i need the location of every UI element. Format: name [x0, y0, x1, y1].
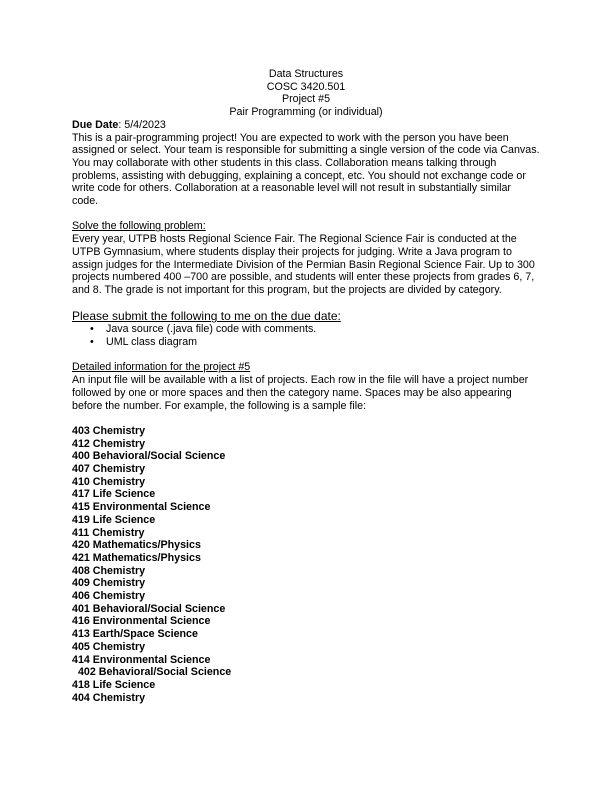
document-header [72, 68, 540, 119]
submit-heading: Please submit the following to me on the due date: [72, 309, 341, 324]
list-item-text: UML class diagram [106, 336, 198, 349]
due-date [72, 119, 540, 132]
details-paragraph: An input file will be available with a list of projects. Each row in the file will have a project number followed by one or more spaces and then the category name. Spaces may be also appearing before the number. For example, the following is a sample file: [72, 374, 529, 412]
document-page [72, 68, 540, 704]
sample-line: 400 Behavioral/Social Science [72, 450, 226, 463]
intro-paragraph: This is a pair-programming project! You are expected to work with the person you have been assigned or select. Your team is responsible for submitting a single version of the code via Canvas. You may collaborate with other students in this class. Collaboration means talking through problems, assisting with debugging, explaining a concept, etc. You should not exchange code or write code for others. Collaboration at a reasonable level will not result in substantially similar code. [72, 131, 540, 208]
sample-line: 406 Chemistry [72, 590, 146, 603]
spacer [72, 297, 540, 310]
project-mode: Pair Programming (or individual) [229, 106, 383, 119]
due-date-label: Due Date [72, 118, 119, 131]
sample-line: 415 Environmental Science [72, 501, 211, 514]
bullet-icon: • [90, 336, 94, 349]
sample-line: 405 Chemistry [72, 640, 146, 653]
sample-line: 407 Chemistry [72, 463, 146, 476]
due-date-value: : 5/4/2023 [118, 118, 166, 131]
sample-line: 411 Chemistry [72, 526, 145, 539]
spacer [72, 349, 540, 362]
sample-line: 401 Behavioral/Social Science [72, 602, 226, 615]
sample-line: 410 Chemistry [72, 475, 146, 488]
sample-line: 419 Life Science [72, 513, 156, 526]
spacer [72, 208, 540, 221]
sample-line: 402 Behavioral/Social Science [72, 666, 232, 679]
sample-line: 413 Earth/Space Science [72, 628, 198, 641]
list-item [90, 323, 540, 336]
problem-paragraph: Every year, UTPB hosts Regional Science Fair. The Regional Science Fair is conducted at the UTPB Gymnasium, where students display their projects for judging. Write a Java program to assign judges for the Intermediate Division of the Permian Basin Regional Science Fair. Up to 300 projects numbered 400 –700 are possible, and students will enter these projects from grades 6, 7, and 8. The grade is not important for this program, but the projects are divided by category. [72, 233, 535, 296]
submit-list [72, 323, 540, 348]
list-item-text: Java source (.java file) code with comments. [106, 323, 317, 336]
sample-line: 412 Chemistry [72, 437, 146, 450]
course-title: Data Structures [268, 68, 344, 80]
problem-heading: Solve the following problem: [72, 220, 206, 233]
sample-line: 417 Life Science [72, 488, 156, 501]
sample-line: 404 Chemistry [72, 691, 146, 704]
sample-line: 403 Chemistry [72, 424, 146, 437]
project-number: Project #5 [281, 93, 331, 106]
sample-line: 416 Environmental Science [72, 615, 211, 628]
sample-line: 418 Life Science [72, 678, 156, 691]
sample-line: 414 Environmental Science [72, 653, 211, 666]
bullet-icon: • [90, 323, 94, 336]
list-item [90, 336, 540, 349]
details-heading: Detailed information for the project #5 [72, 361, 251, 374]
course-code: COSC 3420.501 [266, 80, 346, 93]
sample-line: 420 Mathematics/Physics [72, 539, 201, 552]
spacer [72, 412, 540, 425]
sample-line: 421 Mathematics/Physics [72, 551, 201, 564]
sample-file-listing [72, 425, 540, 704]
sample-line: 409 Chemistry [72, 577, 146, 590]
sample-line: 408 Chemistry [72, 564, 146, 577]
